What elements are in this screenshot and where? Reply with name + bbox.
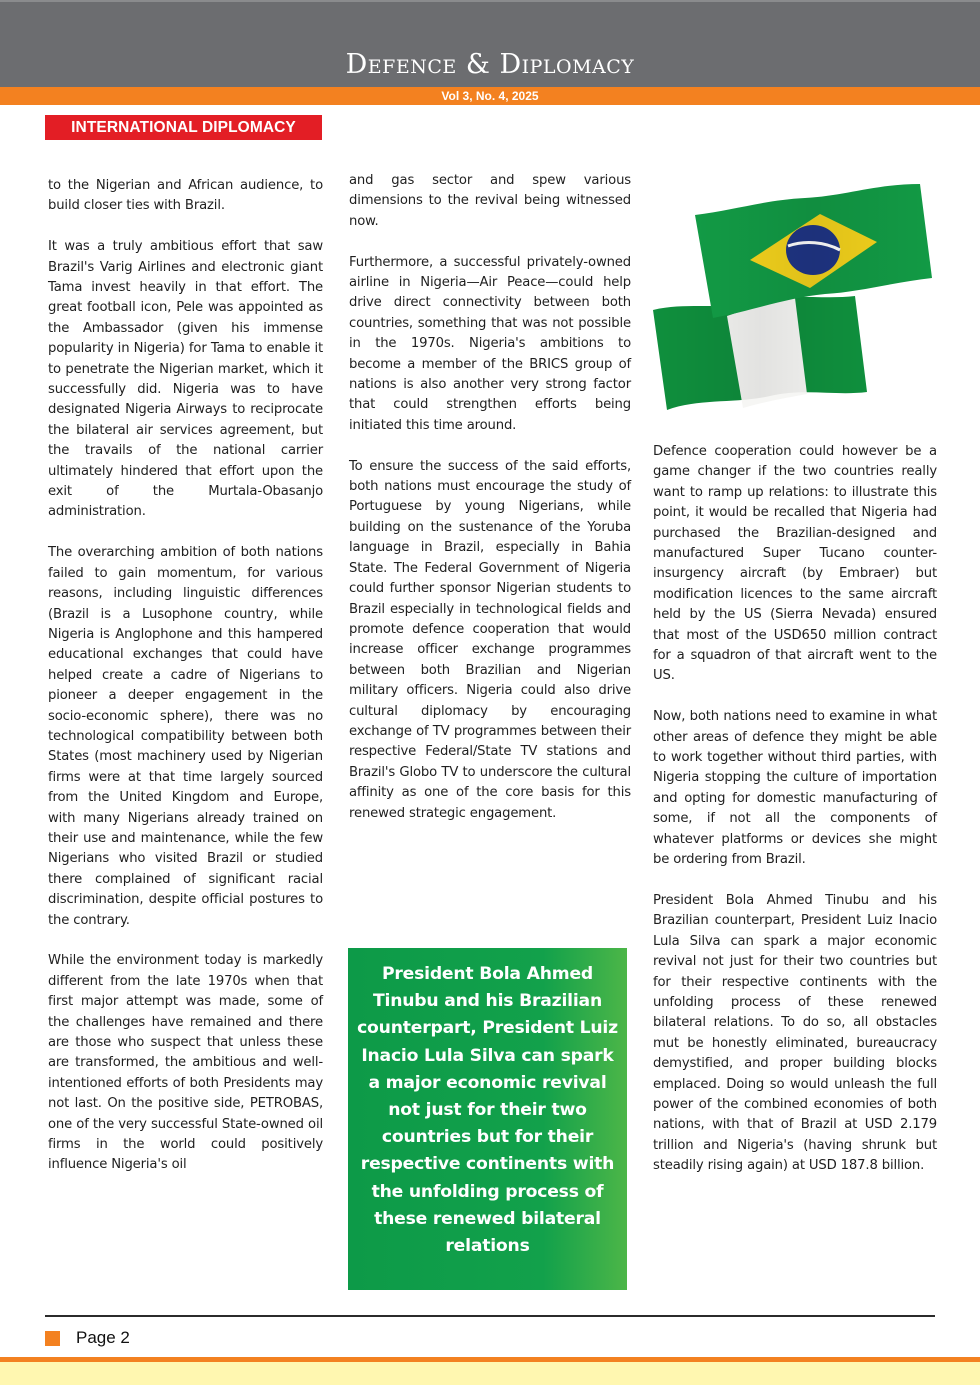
footer-band <box>0 1362 980 1385</box>
page-marker-square-icon <box>45 1331 60 1346</box>
brazil-nigeria-flags-icon <box>645 170 945 425</box>
paragraph: The overarching ambition of both nations failed to gain momentum, for various reasons, including linguistic differences (Brazil is a Lusophone country, while Nigeria is Anglophone and this hampered educational exchanges that could have helped create a cadre of Nigerians to pioneer a deeper engagement in the socio-economic sphere), there was no technological compatibility between both States (most machinery used by Nigerian firms were at that time largely sourced from the United Kingdom and Europe, with many Nigerians already trained on their use and maintenance, while the few Nigerians who visited Brazil or studied there complained of significant racial discrimination, despite official postures to the contrary. <box>48 545 323 928</box>
paragraph: It was a truly ambitious effort that saw Brazil's Varig Airlines and electronic giant Tama invest heavily in that effort. The great football icon, Pele was appointed as the Ambassador (given his immense popularity in Nigeria) for Tama to enable it to penetrate the Nigerian market, which it successfully did. Nigeria was to have designated Nigeria Airways to reciprocate the bilateral air services agreement, but the travails of the national carrier ultimately hindered that effort upon the exit of the Murtala-Obasanjo administration. <box>48 239 323 520</box>
nigeria-flag <box>653 296 867 410</box>
page-number: Page 2 <box>76 1328 130 1347</box>
footer-divider <box>45 1315 935 1317</box>
pull-quote-text: President Bola Ahmed Tinubu and his Brazilian counterpart, President Luiz Inacio Lula Silva can spark a major economic revival not just for their two countries but for their respective continents with the unfolding process of these renewed bilateral relations <box>357 964 618 1257</box>
paragraph: To ensure the success of the said efforts, both nations must encourage the study of Portuguese by young Nigerians, while building on the sustenance of the Yoruba language in Brazil, especially in Bahia State. The Federal Government of Nigeria could further sponsor Nigerian students to Brazil especially in technological fields and promote defence cooperation that would increase officer exchange programmes between both Brazilian and Nigerian military officers. Nigeria could also drive cultural diplomacy by encouraging exchange of TV programmes between their respective Federal/State TV stations and Brazil's Globo TV to underscore the cultural affinity as one of the core basis for this renewed strategic engagement. <box>349 458 631 821</box>
pull-quote-box <box>348 948 627 1290</box>
paragraph: Furthermore, a successful privately-owned airline in Nigeria—Air Peace—could help drive direct connectivity between both countries, something that was not possible in the 1970s. Nigeria's ambitions to become a member of the BRICS group of nations is also another very strong factor that could strengthen efforts being initiated this time around. <box>349 254 631 433</box>
article-column-1 <box>48 176 323 1176</box>
article-column-3 <box>653 442 937 1177</box>
masthead <box>0 0 980 87</box>
section-tag: INTERNATIONAL DIPLOMACY <box>45 115 322 140</box>
paragraph: Now, both nations need to examine in what other areas of defence they might be able to work together without third parties, with Nigeria stopping the culture of importation and opting for domestic manufacturing of some, if not all the components of whatever platforms or devices she might be ordering from Brazil. <box>653 709 937 868</box>
paragraph: Defence cooperation could however be a game changer if the two countries really want to ramp up relations: to illustrate this point, it would be recalled that Nigeria had purchased the Brazilian-designed and manufactured Super Tucano counter-insurgency aircraft (by Embraer) but modification licences to the same aircraft held by the US (Sierra Nevada) ensured that most of the USD650 million contract for a squadron of that aircraft went to the US. <box>653 444 937 684</box>
flags-image <box>645 170 945 425</box>
paragraph: President Bola Ahmed Tinubu and his Brazilian counterpart, President Luiz Inacio Lula Silva can spark a major economic revival not just for their two countries but for their respective continents with the unfolding process of these renewed bilateral relations. To do so, all obstacles mut be honestly eliminated, bureaucracy demystified, and proper building blocks emplaced. Doing so would unleash the full power of the combined economies of both nations, with that of Brazil at USD 2.179 trillion and Nigeria's (having shrunk but steadily rising again) at USD 187.8 billion. <box>653 892 937 1174</box>
publication-title: Defence & Diplomacy <box>345 49 635 80</box>
paragraph: While the environment today is markedly different from the late 1970s when that first major attempt was made, some of the challenges have remained and there are those who suspect that unless these are transformed, the ambitious and well-intentioned efforts of both Presidents may not last. On the positive side, PETROBAS, one of the very successful State-owned oil firms in the world could positively influence Nigeria's oil <box>48 953 323 1173</box>
article-column-2 <box>349 171 631 824</box>
volume-issue-bar: Vol 3, No. 4, 2025 <box>0 87 980 105</box>
paragraph: and gas sector and spew various dimensions to the revival being witnessed now. <box>349 173 631 229</box>
paragraph: to the Nigerian and African audience, to build closer ties with Brazil. <box>48 178 323 214</box>
